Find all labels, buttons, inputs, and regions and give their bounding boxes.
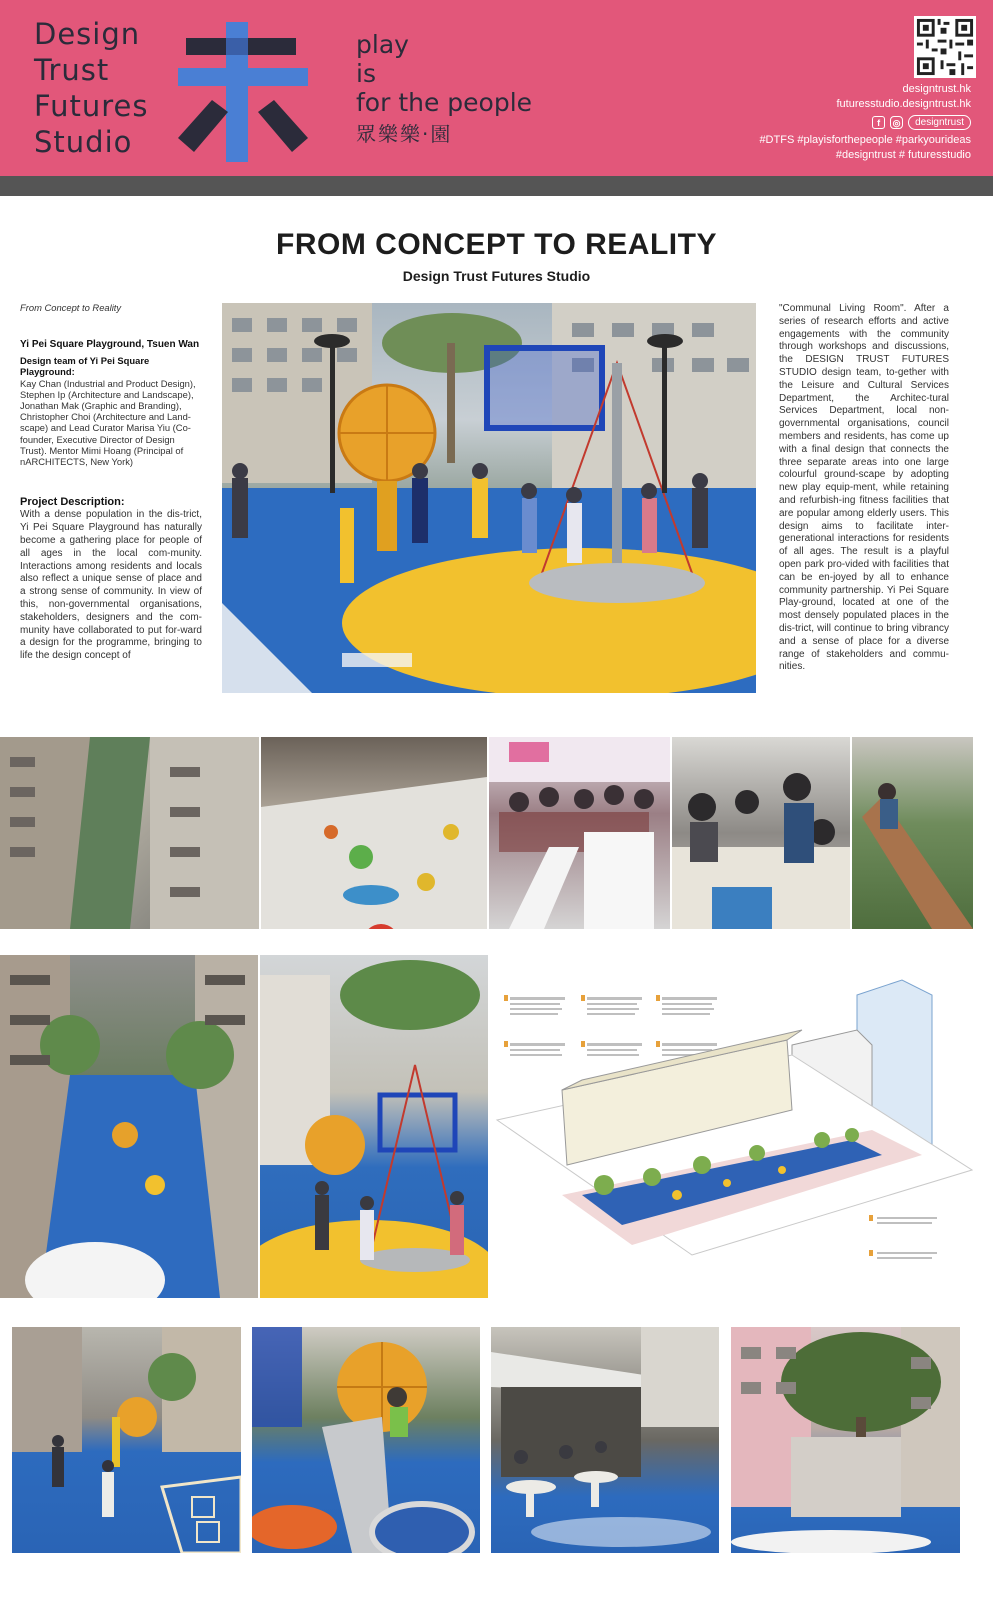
design-discussion-photo — [672, 737, 850, 929]
aerial-street-illustration — [0, 737, 259, 929]
logo-line: Design — [34, 17, 141, 51]
team-text: Kay Chan (Industrial and Product Design), Stephen Ip (Architecture and Landscape), Jonathan Mak (Graphic and Branding), Christopher Choi (Architecture and Land-scape) and Lead Curator Marisa Yiu (Co-founder, Executive Director of Design Trust). Mentor Mimi Hoang (Principal of nARCHITECTS, New York) — [20, 377, 196, 468]
description-text: With a dense population in the dis-trict, Yi Pei Square Playground has naturally become a gathering place for people of all ages in the local com-munity. Interactions among residents and locals also reflect a unique sense of place and a strong sense of community. In view of this, non-governmental organisations, stakeholders, designers and the com-munity have collaborated to put for-ward a design for the programme, bringing to life the design concept of — [20, 509, 202, 662]
seating-canopy-photo — [491, 1327, 719, 1553]
aerial-playground-photo — [0, 955, 258, 1298]
carousel-photo — [260, 955, 488, 1298]
tagline-line: for the people — [356, 88, 533, 117]
hashtags: #DTFS #playisforthepeople #parkyourideas — [759, 134, 971, 146]
header-banner — [0, 0, 993, 176]
axonometric-diagram — [492, 955, 973, 1298]
section-label: From Concept to Reality — [20, 302, 122, 313]
qr-code-icon[interactable] — [914, 16, 976, 78]
team-heading: Design team of Yi Pei Square Playground: — [20, 355, 150, 378]
logo-line: Studio — [34, 125, 133, 159]
slide-tube-illustration — [252, 1327, 480, 1553]
hopscotch-path-photo — [12, 1327, 241, 1553]
facebook-icon[interactable]: f — [872, 116, 885, 129]
seating-canopy-illustration — [491, 1327, 719, 1553]
studio-website-link[interactable]: futuresstudio.designtrust.hk — [836, 98, 971, 110]
model-workshop-photo — [261, 737, 487, 929]
contact-block — [759, 82, 971, 163]
slide-test-photo — [852, 737, 973, 929]
hero-illustration — [222, 303, 756, 693]
hopscotch-illustration — [12, 1327, 241, 1553]
social-row — [759, 115, 971, 130]
instagram-icon[interactable]: ◎ — [890, 116, 903, 129]
tree-plaza-photo — [731, 1327, 960, 1553]
logo-line: Futures — [34, 89, 149, 123]
axonometric-illustration — [492, 955, 973, 1298]
website-link[interactable]: designtrust.hk — [902, 83, 971, 95]
hero-playground-photo — [222, 303, 756, 693]
model-workshop-illustration — [261, 737, 487, 929]
page-title: FROM CONCEPT TO REALITY — [276, 228, 717, 261]
left-text-column — [20, 302, 202, 663]
hashtags: #designtrust # futuresstudio — [835, 149, 971, 161]
tagline — [356, 30, 532, 149]
slide-tube-photo — [252, 1327, 480, 1553]
description-heading: Project Description: — [20, 496, 125, 509]
tree-plaza-illustration — [731, 1327, 960, 1553]
social-handle[interactable]: designtrust — [908, 115, 971, 130]
tagline-chinese: 眾樂樂‧園 — [356, 122, 453, 146]
design-discussion-illustration — [672, 737, 850, 929]
community-meeting-photo — [489, 737, 670, 929]
logo-line: Trust — [34, 53, 110, 87]
futures-character-logo — [178, 22, 308, 162]
tagline-line: is — [356, 59, 376, 88]
community-meeting-illustration — [489, 737, 670, 929]
studio-logo-text — [34, 16, 184, 160]
aerial-street-photo — [0, 737, 259, 929]
carousel-illustration — [260, 955, 488, 1298]
slide-test-illustration — [852, 737, 973, 929]
page-subtitle: Design Trust Futures Studio — [402, 268, 591, 284]
right-text-column: "Communal Living Room". After a series of research efforts and active engagements with the community through workshops and discussions, the DESIGN TRUST FUTURES STUDIO design team, to-gether with the Leisure and Cultural Services Department, the Architec-tural Services Department, local non-governmental organisations, council members and residents, has come up with a final design that connects the three separate areas into one large colourful ground-scape by adopting new play equip-ment, while retaining and refurbish-ing fitness facilities that are popular among elderly users. This design aims to facilitate inter-generational interactions for residents of all ages. The result is a playful open park pro-vided with facilities that can be en-joyed by all to enhance community partnership. Yi Pei Square Play-ground, located at one of the most densely populated places in the dis-trict, will continue to bring vibrancy and a sense of place for a diverse range of stakeholders and commu-nities. — [779, 303, 949, 673]
project-location: Yi Pei Square Playground, Tsuen Wan — [20, 339, 200, 351]
tagline-line: play — [356, 30, 409, 59]
header-divider — [0, 176, 993, 196]
aerial-playground-illustration — [0, 955, 258, 1298]
